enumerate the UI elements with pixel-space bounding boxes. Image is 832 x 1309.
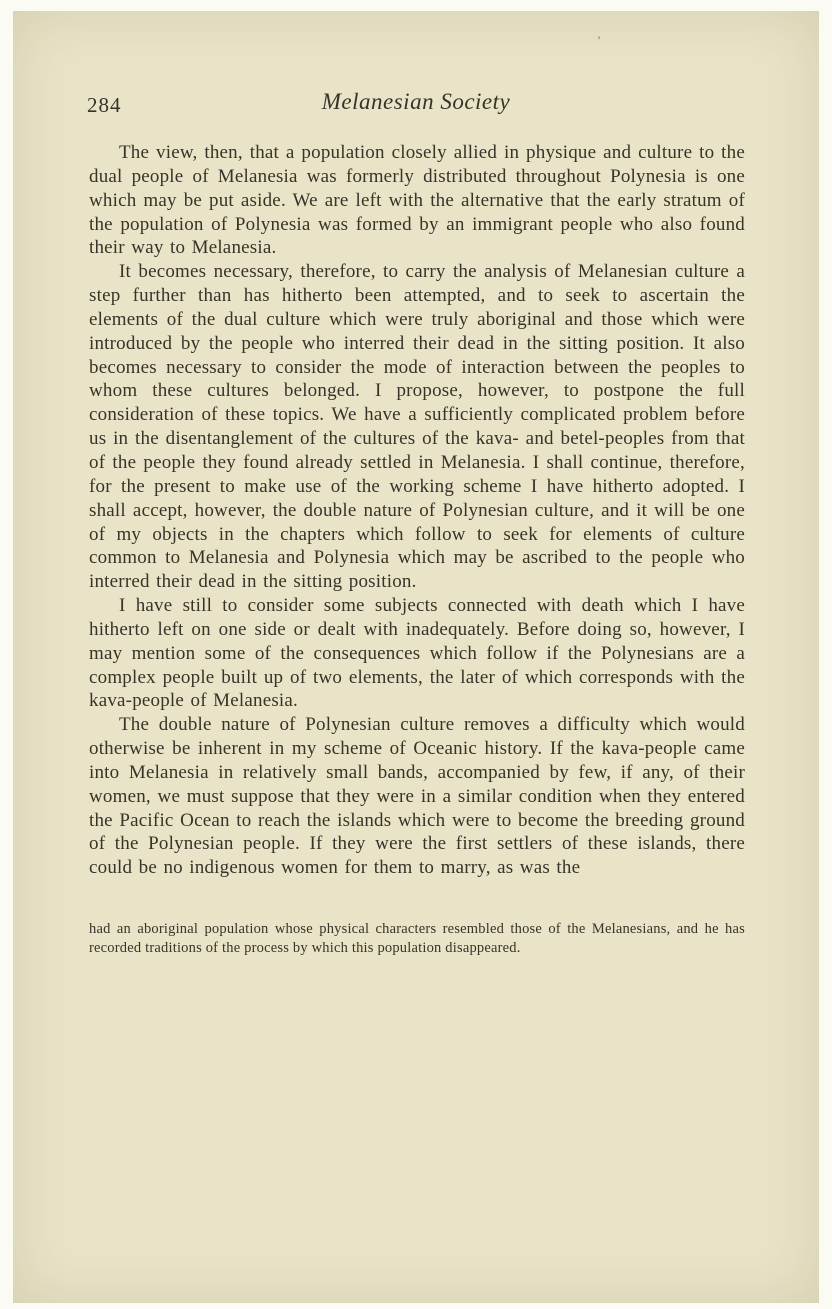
page-header [87, 89, 745, 123]
scan-artifact-mark: ’ [597, 33, 601, 47]
book-page [13, 11, 819, 1303]
page-number: 284 [87, 93, 122, 117]
paragraph: It becomes necessary, therefore, to carry the analysis of Melanesian culture a step further than has hitherto been attempted, and to seek to ascertain the elements of the dual culture which were truly aboriginal and those which were introduced by the people who interred their dead in the sitting position. It also becomes necessary to consider the mode of interaction between the peoples to whom these cultures belonged. I propose, however, to postpone the full consideration of these topics. We have a sufficiently complicated problem before us in the disentanglement of the cultures of the kava- and betel-peoples from that of the people they found already settled in Melanesia. I shall continue, therefore, for the present to make use of the working scheme I have hitherto adopted. I shall accept, however, the double nature of Polynesian culture, and it will be one of my objects in the chapters which follow to seek for elements of culture common to Melanesia and Polynesia which may be ascribed to the people who interred their dead in the sitting position. [89, 261, 745, 593]
running-title: Melanesian Society [321, 89, 511, 114]
paragraph: I have still to consider some subjects connected with death which I have hitherto left on one side or dealt with inadequately. Before doing so, however, I may mention some of the consequences which follow if the Polynesians are a complex people built up of two elements, the later of which corresponds with the kava-people of Melanesia. [89, 595, 745, 712]
footnote: had an aboriginal population whose physical characters resembled those of the Melanesians, and he has recorded traditions of the process by which this population disappeared. [89, 921, 745, 956]
paragraph: The view, then, that a population closely allied in physique and culture to the dual people of Melanesia was formerly distributed throughout Polynesia is one which may be put aside. We are left with the alternative that the early stratum of the population of Polynesia was formed by an immigrant people who also found their way to Melanesia. [89, 142, 745, 259]
paragraph: The double nature of Polynesian culture removes a difficulty which would otherwise be inherent in my scheme of Oceanic history. If the kava-people came into Melanesia in relatively small bands, accompanied by few, if any, of their women, we must suppose that they were in a similar condition when they entered the Pacific Ocean to reach the islands which were to become the breeding ground of the Polynesian people. If they were the first settlers of these islands, there could be no indigenous women for them to marry, as was the [89, 714, 745, 879]
body-text [89, 141, 745, 880]
